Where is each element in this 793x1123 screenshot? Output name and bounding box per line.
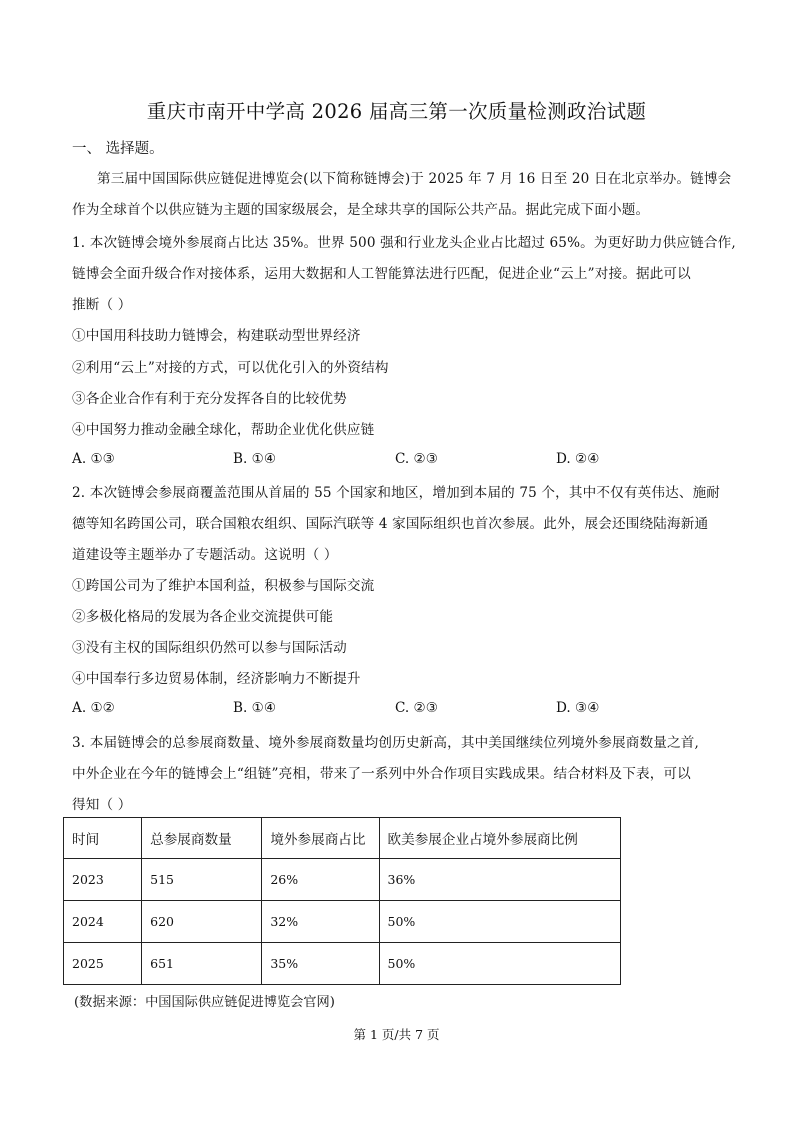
question-2-option-c: C. ②③ (395, 700, 438, 716)
table-row (64, 943, 621, 985)
question-2-item: ②多极化格局的发展为各企业交流提供可能 (72, 609, 334, 625)
data-table (63, 817, 621, 985)
question-1-stem: 1. 本次链博会境外参展商占比达 35%。世界 500 强和行业龙头企业占比超过 65%。为更好助力供应链合作, (72, 235, 736, 251)
question-1-stem: 链博会全面升级合作对接体系，运用大数据和人工智能算法进行匹配，促进企业“云上”对接。据此可以 (72, 266, 691, 282)
table-cell: 35% (262, 943, 379, 985)
table-cell: 36% (379, 859, 620, 901)
table-cell: 651 (142, 943, 262, 985)
table-source-note: (数据来源：中国国际供应链促进博览会官网) (74, 995, 335, 1010)
page-footer: 第 1 页/共 7 页 (353, 1027, 440, 1042)
question-2-item: ③没有主权的国际组织仍然可以参与国际活动 (72, 640, 347, 656)
question-2-item: ①跨国公司为了维护本国利益，积极参与国际交流 (72, 578, 375, 594)
question-1-item: ①中国用科技助力链博会，构建联动型世界经济 (72, 328, 361, 344)
question-2-item: ④中国奉行多边贸易体制，经济影响力不断提升 (72, 671, 361, 687)
question-3-stem: 中外企业在今年的链博会上“组链”亮相，带来了一系列中外合作项目实践成果。结合材料及下表，可以 (72, 766, 691, 782)
table-cell: 50% (379, 943, 620, 985)
intro-line: 第三届中国国际供应链促进博览会(以下简称链博会)于 2025 年 7 月 16 日至 20 日在北京举办。链博会 (97, 171, 732, 187)
question-1-option-a: A. ①③ (72, 451, 115, 467)
table-row (64, 901, 621, 943)
question-2-option-b: B. ①④ (233, 700, 277, 716)
question-2-option-d: D. ③④ (556, 700, 600, 716)
table-cell: 32% (262, 901, 379, 943)
table-cell: 620 (142, 901, 262, 943)
table-header-cell: 时间 (64, 818, 142, 859)
question-1-item: ②利用“云上”对接的方式，可以优化引入的外资结构 (72, 360, 389, 376)
table-header-cell: 欧美参展企业占境外参展商比例 (379, 818, 620, 859)
question-1-item: ④中国努力推动金融全球化，帮助企业优化供应链 (72, 422, 375, 438)
question-2-stem: 道建设等主题举办了专题活动。这说明（ ） (72, 547, 338, 563)
intro-line: 作为全球首个以供应链为主题的国家级展会，是全球共享的国际公共产品。据此完成下面小题。 (72, 202, 650, 218)
question-2-stem: 德等知名跨国公司，联合国粮农组织、国际汽联等 4 家国际组织也首次参展。此外，展会还围绕陆海新通 (72, 516, 709, 532)
question-3-stem: 3. 本届链博会的总参展商数量、境外参展商数量均创历史新高，其中美国继续位列境外参展商数量之首, (72, 735, 699, 751)
table-cell: 2024 (64, 901, 142, 943)
table-cell: 2023 (64, 859, 142, 901)
question-1-item: ③各企业合作有利于充分发挥各自的比较优势 (72, 391, 347, 407)
table-cell: 515 (142, 859, 262, 901)
question-2-stem: 2. 本次链博会参展商覆盖范围从首届的 55 个国家和地区，增加到本届的 75 个，其中不仅有英伟达、施耐 (72, 485, 721, 501)
question-2-option-a: A. ①② (72, 700, 115, 716)
table-cell: 2025 (64, 943, 142, 985)
table-header-cell: 总参展商数量 (142, 818, 262, 859)
page-title: 重庆市南开中学高 2026 届高三第一次质量检测政治试题 (146, 100, 647, 123)
question-1-option-d: D. ②④ (556, 451, 600, 467)
question-1-stem: 推断（ ） (72, 297, 132, 313)
table-header-row (64, 818, 621, 859)
question-1-option-b: B. ①④ (233, 451, 277, 467)
table-cell: 26% (262, 859, 379, 901)
table-row (64, 859, 621, 901)
table-header-cell: 境外参展商占比 (262, 818, 379, 859)
section-heading: 一、 选择题。 (72, 141, 164, 157)
question-1-option-c: C. ②③ (395, 451, 438, 467)
question-3-stem: 得知（ ） (72, 797, 132, 813)
table-cell: 50% (379, 901, 620, 943)
